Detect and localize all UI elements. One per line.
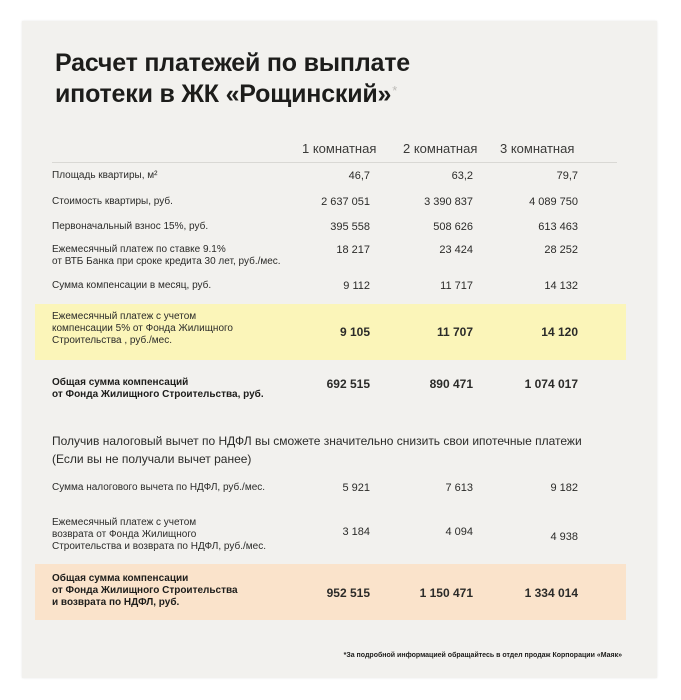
row-value-3: 28 252 (544, 244, 578, 256)
row-value-2: 63,2 (451, 170, 473, 182)
row-label-line-2: компенсации 5% от Фонда Жилищного (52, 323, 233, 334)
row-value-1: 3 184 (342, 526, 370, 538)
row-value-3: 1 074 017 (524, 377, 578, 391)
row-value-2: 3 390 837 (424, 196, 473, 208)
info-card (22, 21, 657, 678)
title-line-2 (55, 79, 410, 110)
row-value-2: 7 613 (445, 482, 473, 494)
row-value-1: 18 217 (336, 244, 370, 256)
row-value-1: 9 112 (343, 280, 370, 292)
row-value-2: 508 626 (433, 221, 473, 233)
row-value-2: 11 717 (440, 280, 473, 292)
row-value-3: 1 334 014 (524, 586, 578, 600)
row-label-line-3: Строительства и возврата по НДФЛ, руб./мес. (52, 541, 266, 552)
row-value-1: 5 921 (342, 482, 370, 494)
row-label: Первоначальный взнос 15%, руб. (52, 221, 209, 232)
footnote: *За подробной информацией обращайтесь в отдел продаж Корпорации «Маяк» (343, 652, 622, 659)
row-label-line-2: от Фонда Жилищного Строительства, руб. (52, 389, 264, 400)
row-value-3: 14 132 (544, 280, 578, 292)
title-line-1: Расчет платежей по выплате (55, 49, 410, 77)
row-label-line-2: от Фонда Жилищного Строительства (52, 585, 238, 596)
row-label-line-3: Строительства , руб./мес. (52, 335, 172, 346)
row-value-1: 692 515 (326, 377, 370, 391)
row-value-1: 46,7 (348, 170, 370, 182)
row-value-1: 2 637 051 (321, 196, 370, 208)
row-value-2: 4 094 (445, 526, 473, 538)
row-label-line-1: Ежемесячный платеж с учетом (52, 311, 197, 322)
row-value-3: 4 089 750 (529, 196, 578, 208)
row-value-3: 14 120 (541, 325, 578, 339)
column-header-2-room: 2 комнатная (403, 141, 478, 156)
row-label: Площадь квартиры, м² (52, 170, 158, 181)
row-label: Сумма компенсации в месяц, руб. (52, 280, 212, 291)
row-label-line-1: Общая сумма компенсации (52, 573, 189, 584)
title-asterisk: * (392, 83, 398, 98)
row-label-line-1: Ежемесячный платеж с учетом (52, 517, 197, 528)
row-value-3: 9 182 (550, 482, 578, 494)
column-header-1-room: 1 комнатная (302, 141, 377, 156)
row-label: Сумма налогового вычета по НДФЛ, руб./мес. (52, 482, 266, 493)
tax-deduction-paragraph: Получив налоговый вычет по НДФЛ вы сможете значительно снизить свои ипотечные платежи (Если вы не получали вычет ранее) (52, 434, 582, 466)
title-line-2-text: ипотеки в ЖК «Рощинский» (55, 80, 392, 108)
row-label-line-3: и возврата по НДФЛ, руб. (52, 597, 180, 608)
row-label: Стоимость квартиры, руб. (52, 196, 173, 207)
page-title (55, 48, 410, 110)
column-header-3-room: 3 комнатная (500, 141, 575, 156)
row-label-line-1: Общая сумма компенсаций (52, 377, 189, 388)
row-value-1: 395 558 (330, 221, 370, 233)
row-value-3: 79,7 (556, 170, 578, 182)
row-label-line-2: возврата от Фонда Жилищного (52, 529, 197, 540)
row-value-2: 23 424 (439, 244, 473, 256)
row-label-line-1: Ежемесячный платеж по ставке 9.1% (52, 244, 226, 255)
row-value-3: 4 938 (550, 531, 578, 543)
header-divider (52, 162, 617, 163)
row-value-3: 613 463 (538, 221, 578, 233)
row-value-2: 1 150 471 (419, 586, 473, 600)
row-value-1: 952 515 (326, 586, 370, 600)
row-label-line-2: от ВТБ Банка при сроке кредита 30 лет, руб./мес. (52, 256, 281, 267)
row-value-2: 11 707 (436, 325, 473, 339)
row-value-1: 9 105 (339, 325, 370, 339)
row-value-2: 890 471 (429, 377, 473, 391)
